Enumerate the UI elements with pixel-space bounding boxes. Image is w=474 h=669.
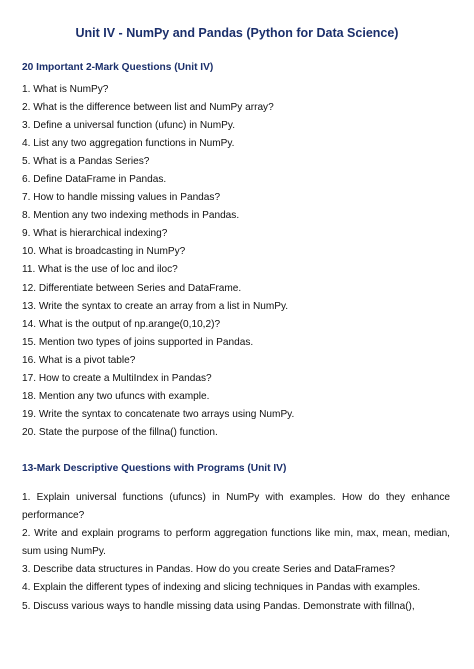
question-item: 20. State the purpose of the fillna() function. [22,426,218,438]
question-item: 8. Mention any two indexing methods in Pandas. [22,210,240,222]
question-item: 5. What is a Pandas Series? [22,156,150,168]
descriptive-question-list [22,489,450,616]
question-item: 1. What is NumPy? [22,84,109,95]
question-item: 13. Write the syntax to create an array from a list in NumPy. [22,300,289,312]
question-item: 3. Define a universal function (ufunc) in NumPy. [22,120,236,132]
question-item: 2. What is the difference between list and NumPy array? [22,102,274,114]
question-item: 6. Define DataFrame in Pandas. [22,174,167,186]
question-item: 14. What is the output of np.arange(0,10,2)? [22,318,221,330]
question-item: 18. Mention any two ufuncs with example. [22,390,210,402]
descriptive-question-item: 3. Describe data structures in Pandas. How do you create Series and DataFrames? [22,564,396,576]
section-heading-descriptive: 13-Mark Descriptive Questions with Programs (Unit IV) [22,463,287,474]
question-item: 16. What is a pivot table? [22,354,136,366]
section-heading-two-mark: 20 Important 2-Mark Questions (Unit IV) [22,62,214,73]
question-item: 4. List any two aggregation functions in NumPy. [22,138,235,150]
question-item: 11. What is the use of loc and iloc? [22,264,178,276]
question-item: 9. What is hierarchical indexing? [22,228,168,240]
question-item: 19. Write the syntax to concatenate two arrays using NumPy. [22,408,295,420]
descriptive-question-item: 2. Write and explain programs to perform aggregation functions like min, max, mean, median, sum using NumPy. [22,528,450,558]
two-mark-question-list [22,81,462,442]
question-item: 12. Differentiate between Series and DataFrame. [22,282,242,294]
question-item: 7. How to handle missing values in Pandas? [22,192,221,204]
question-item: 10. What is broadcasting in NumPy? [22,246,186,258]
descriptive-question-item: 4. Explain the different types of indexing and slicing techniques in Pandas with examples. [22,582,421,594]
page-title: Unit IV - NumPy and Pandas (Python for Data Science) [75,26,399,40]
question-item: 15. Mention two types of joins supported in Pandas. [22,336,254,348]
descriptive-question-item: 5. Discuss various ways to handle missing data using Pandas. Demonstrate with fillna(), [22,600,415,612]
question-item: 17. How to create a MultiIndex in Pandas? [22,372,212,384]
descriptive-question-item: 1. Explain universal functions (ufuncs) in NumPy with examples. How do they enhance performance? [22,492,450,522]
